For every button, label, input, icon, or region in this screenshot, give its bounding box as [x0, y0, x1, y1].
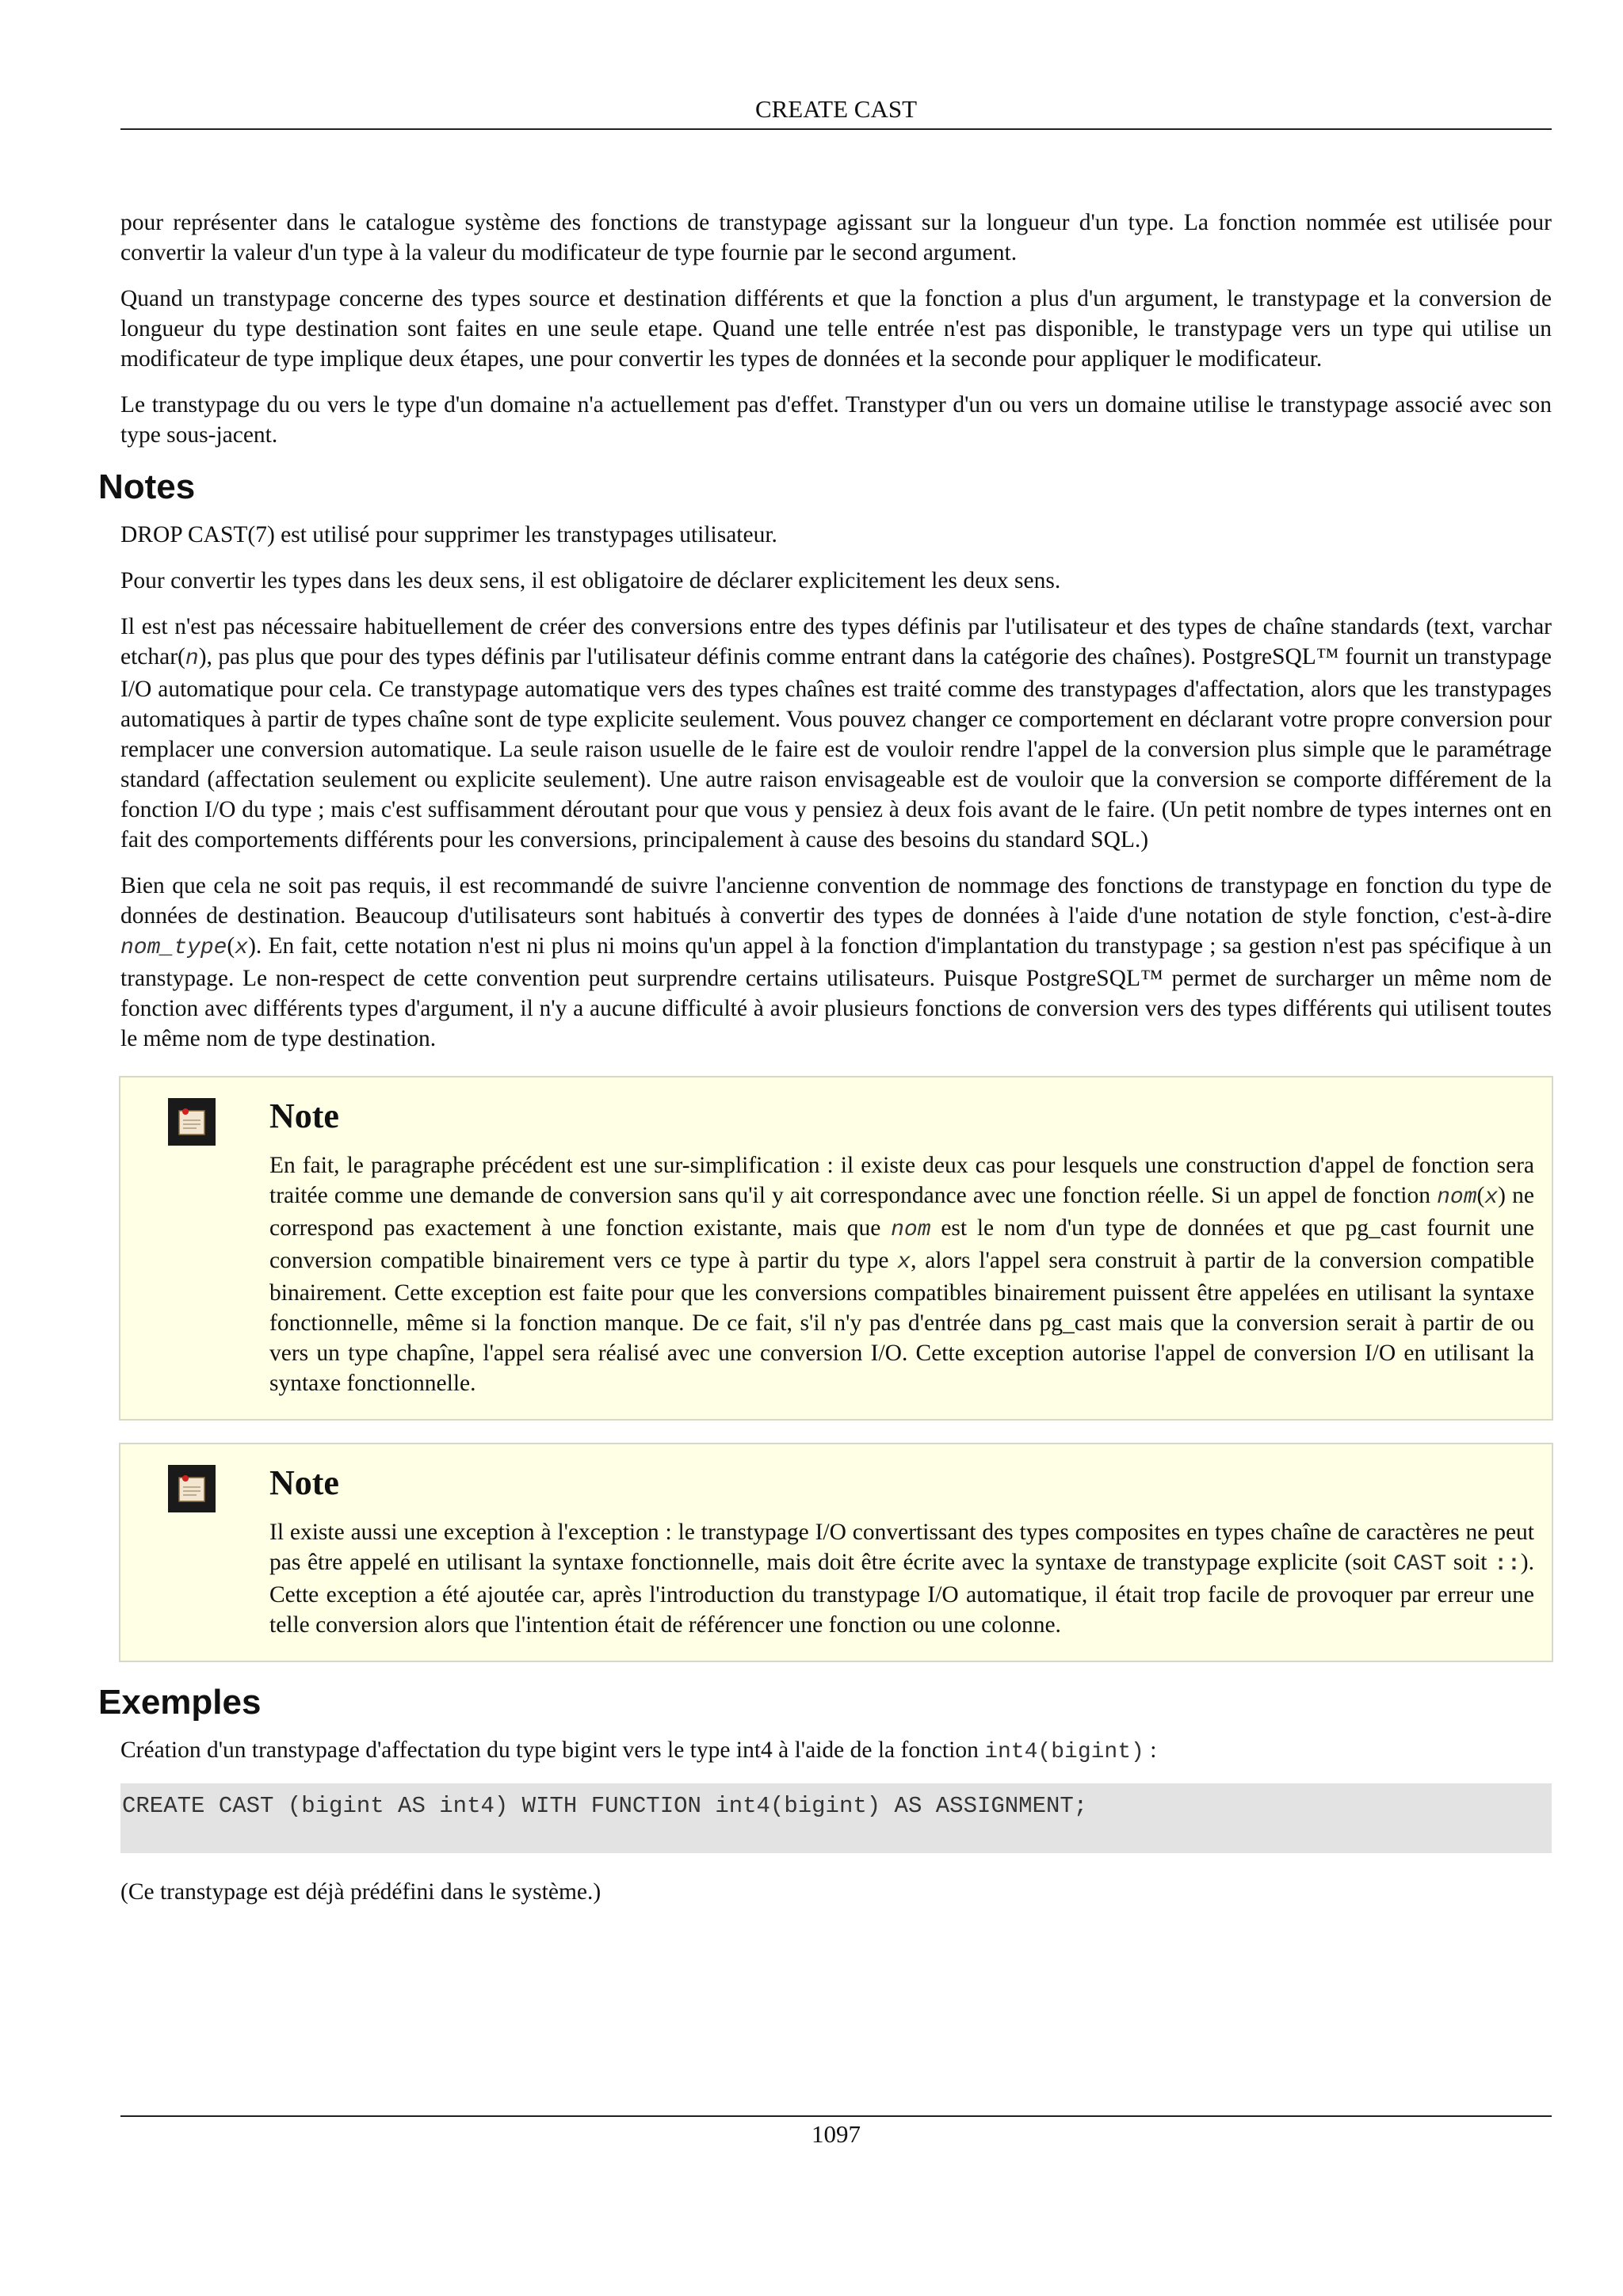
notes-p3-text-a: Il est n'est pas nécessaire habituellement de créer des conversions entre des types définis par l'utilisateur et des types de chaîne standards (text, varchar etchar( [120, 614, 1552, 669]
notes-p4-code-nom-type: nom_type [120, 936, 227, 960]
examples-p1-code: int4(bigint) [984, 1740, 1144, 1764]
note-1-code-nom: nom [1437, 1185, 1477, 1210]
note-box-1 [119, 1076, 1553, 1421]
intro-paragraph-2: Quand un transtypage concerne des types source et destination différents et que la fonction a plus d'un argument, le transtypage et la conversion de longueur du type destination sont faites en une seule etape. Quand une telle entrée n'est pas disponible, le transtypage vers un type qui utilise un modificateur de type implique deux étapes, une pour convertir les types de données et la seconde pour appliquer le modificateur. [120, 286, 1552, 372]
page-content [98, 208, 1552, 1923]
running-header: CREATE CAST [754, 95, 918, 123]
note-1-x1: x [1484, 1185, 1499, 1210]
note-1-code-nom-2: nom [891, 1218, 931, 1242]
note-icon [168, 1465, 216, 1512]
notes-heading: Notes [98, 467, 196, 506]
intro-paragraph-3: Le transtypage du ou vers le type d'un domaine n'a actuellement pas d'effet. Transtyper d'un ou vers un domaine utilise le transtypage associé avec son type sous-jacent. [120, 392, 1552, 448]
note-1-text [269, 1150, 1534, 1398]
examples-paragraph-2: (Ce transtypage est déjà prédéfini dans le système.) [120, 1879, 601, 1905]
note-1-text-c: est le nom d'un type de données et que pg_cast fournit une conversion compatible binairement vers ce type à partir du type [269, 1215, 1534, 1273]
header-rule [120, 128, 1552, 130]
note-icon [168, 1098, 216, 1146]
notes-paragraph-2: Pour convertir les types dans les deux sens, il est obligatoire de déclarer explicitement les deux sens. [120, 568, 1061, 593]
note-1-text-b: ) ne correspond pas exactement à une fonction existante, mais que [269, 1183, 1534, 1241]
notes-paragraph-4 [120, 871, 1552, 1054]
note-1-x2: x [897, 1250, 911, 1275]
notes-p3-text-b: ), pas plus que pour des types définis par l'utilisateur définis comme entrant dans la catégorie des chaînes). PostgreSQL™ fournit un transtypage I/O automatique pour cela. Ce transtypage automatique vers des types chaînes est traité comme des transtypages d'affectation, alors que les transtypages automatiques à partir de types chaîne sont de type explicite seulement. Vous pouvez changer ce comportement en déclarant votre propre conversion pour remplacer une conversion automatique. La seule raison usuelle de le faire est de vouloir rendre l'appel de la conversion plus simple que le paramétrage standard (affectation seulement ou explicite seulement). Une autre raison envisageable est de vouloir que la conversion se comporte différement de la fonction I/O du type ; mais c'est suffisamment déroutant pour que vous y pensiez à deux fois avant de le faire. (Un petit nombre de types internes ont en fait des comportements différents pour les conversions, principalement à cause des besoins du standard SQL.) [120, 644, 1552, 852]
notes-p4-text-b: ). En fait, cette notation n'est ni plus ni moins qu'un appel à la fonction d'implantation du transtypage ; sa gestion n'est pas spécifique à un transtypage. Le non-respect de cette convention peut surprendre certains utilisateurs. Puisque PostgreSQL™ permet de surcharger un même nom de fonction avec différents types d'argument, il n'y a aucune difficulté à avoir plusieurs fonctions de conversion vers des types différents qui utilisent toutes le même nom de type destination. [120, 933, 1552, 1051]
note-1-text-d: , alors l'appel sera construit à partir de la conversion compatible binairement. Cette exception est faite pour que les conversions compatibles binairement puissent être appelées en utilisant la syntaxe fonctionnelle, même si la fonction manque. De ce fait, s'il n'y pas d'entrée dans pg_cast mais que la conversion serait à partir de ou vers un type chapîne, l'appel sera réalisé avec une conversion I/O. Cette exception autorise l'appel de conversion I/O en utilisant la syntaxe fonctionnelle. [269, 1248, 1535, 1396]
notes-p4-paren: ( [227, 933, 235, 959]
intro-paragraph-1: pour représenter dans le catalogue système des fonctions de transtypage agissant sur la longueur d'un type. La fonction nommée est utilisée pour convertir la valeur d'un type à la valeur du modificateur de type fournie par le second argument. [120, 210, 1552, 265]
note-2-code-colons: :: [1494, 1552, 1521, 1577]
examples-paragraph-1 [120, 1735, 1552, 1768]
note-box-2 [119, 1443, 1553, 1662]
examples-p1-text-a: Création d'un transtypage d'affectation du type bigint vers le type int4 à l'aide de la fonction [120, 1737, 985, 1763]
examples-p1-text-b: : [1144, 1737, 1157, 1763]
note-2-text-soit: soit [1446, 1550, 1495, 1575]
code-block: CREATE CAST (bigint AS int4) WITH FUNCTION int4(bigint) AS ASSIGNMENT; [120, 1783, 1552, 1853]
note-2-text-b: ). Cette exception a été ajoutée car, après l'introduction du transtypage I/O automatique, il était trop facile de provoquer par erreur une telle conversion alors que l'intention était de référencer une fonction ou une colonne. [269, 1550, 1534, 1638]
note-1-text-a: En fait, le paragraphe précédent est une sur-simplification : il existe deux cas pour lesquels une construction d'appel de fonction sera traitée comme une demande de conversion sans qu'il y ait correspondance avec une fonction réelle. Si un appel de fonction [269, 1153, 1534, 1208]
notes-paragraph-3 [120, 612, 1552, 855]
note-title: Note [269, 1097, 339, 1135]
notes-p4-text-a: Bien que cela ne soit pas requis, il est recommandé de suivre l'ancienne convention de nommage des fonctions de transtypage en fonction du type de données de destination. Beaucoup d'utilisateurs sont habitués à convertir des types de données à l'aide d'une notation de style fonction, c'est-à-dire [120, 873, 1552, 929]
notes-paragraph-1: DROP CAST(7) est utilisé pour supprimer les transtypages utilisateur. [120, 522, 777, 547]
notes-p4-x: x [235, 936, 249, 960]
notes-p3-n: n [185, 646, 199, 671]
examples-heading: Exemples [98, 1683, 262, 1722]
note-2-code-cast: CAST [1392, 1552, 1447, 1577]
footer-rule [120, 2115, 1552, 2117]
note-2-text-a: Il existe aussi une exception à l'exception : le transtypage I/O convertissant des types composites en types chaîne de caractères ne peut pas être appelé en utilisant la syntaxe fonctionnelle, mais doit être écrite avec la syntaxe de transtypage explicite (soit [269, 1520, 1534, 1575]
note-title: Note [269, 1463, 339, 1502]
note-2-text [269, 1517, 1534, 1640]
page-number: 1097 [812, 2120, 861, 2148]
note-1-paren: ( [1476, 1183, 1485, 1208]
